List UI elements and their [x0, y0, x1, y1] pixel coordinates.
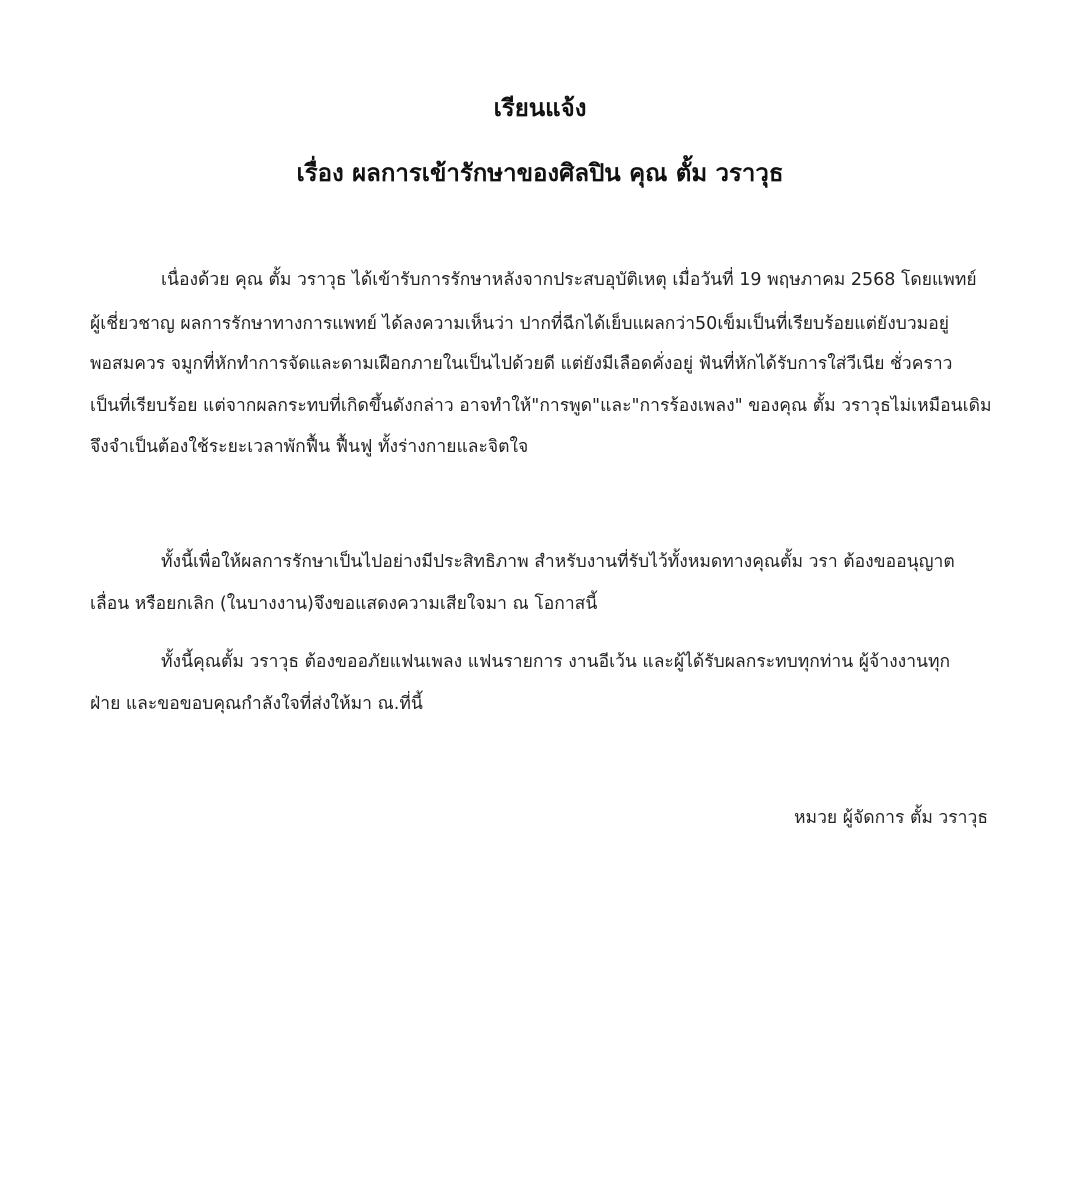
paragraph-line: ทั้งนี้เพื่อให้ผลการรักษาเป็นไปอย่างมีประสิทธิภาพ สำหรับงานที่รับไว้ทั้งหมดทางคุณตั้ม วรา ต้องขออนุญาต: [161, 552, 955, 572]
paragraph-line: พอสมควร จมูกที่หักทำการจัดและดามเฝือกภายในเป็นไปด้วยดี แต่ยังมีเลือดคั่งอยู่ ฟันที่หักได้รับการใส่วีเนีย ชั่วคราว: [90, 354, 953, 374]
paragraph-line: เป็นที่เรียบร้อย แต่จากผลกระทบที่เกิดขึ้นดังกล่าว อาจทำให้"การพูด"และ"การร้องเพลง" ของคุณ ตั้ม วราวุธไม่เหมือนเดิม: [90, 396, 992, 416]
document-heading: เรียนแจ้ง: [493, 94, 587, 122]
paragraph-line: เลื่อน หรือยกเลิก (ในบางงาน)จึงขอแสดงความเสียใจมา ณ โอกาสนี้: [90, 594, 598, 614]
paragraph-line: ผู้เชี่ยวชาญ ผลการรักษาทางการแพทย์ ได้ลงความเห็นว่า ปากที่ฉีกได้เย็บแผลกว่า50เข็มเป็นที่เรียบร้อยแต่ยังบวมอยู่: [90, 314, 949, 334]
document-subject: เรื่อง ผลการเข้ารักษาของศิลปิน คุณ ตั้ม วราวุธ: [296, 159, 784, 187]
paragraph-line: ฝ่าย และขอขอบคุณกำลังใจที่ส่งให้มา ณ.ที่นี้: [90, 694, 423, 714]
paragraph-line: จึงจำเป็นต้องใช้ระยะเวลาพักฟื้น ฟื้นฟู ทั้งร่างกายและจิตใจ: [90, 437, 529, 457]
paragraph-line: ทั้งนี้คุณตั้ม วราวุธ ต้องขออภัยแฟนเพลง แฟนรายการ งานอีเว้น และผู้ได้รับผลกระทบทุกท่าน ผู้จ้างงานทุก: [161, 652, 951, 672]
signature: หมวย ผู้จัดการ ตั้ม วราวุธ: [794, 808, 988, 828]
paragraph-line: เนื่องด้วย คุณ ตั้ม วราวุธ ได้เข้ารับการรักษาหลังจากประสบอุบัติเหตุ เมื่อวันที่ 19 พฤษภาคม 2568 โดยแพทย์: [161, 270, 977, 290]
